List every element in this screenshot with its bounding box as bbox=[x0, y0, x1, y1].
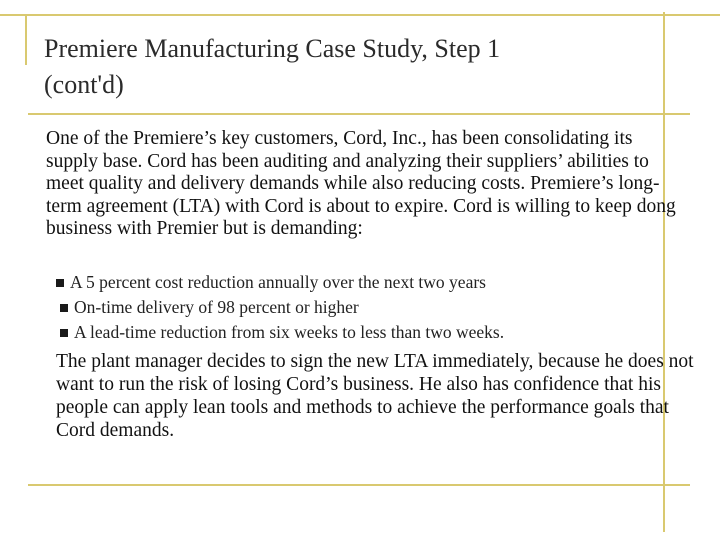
demands-list bbox=[60, 270, 680, 345]
left-accent-rule bbox=[25, 15, 27, 65]
list-item bbox=[60, 270, 680, 295]
title-line-1: Premiere Manufacturing Case Study, Step 1 bbox=[44, 34, 501, 63]
top-rule bbox=[0, 14, 720, 16]
list-item bbox=[60, 295, 680, 320]
list-item-text: A 5 percent cost reduction annually over the next two years bbox=[70, 272, 486, 292]
list-item bbox=[60, 320, 680, 345]
square-bullet-icon bbox=[60, 329, 68, 337]
intro-paragraph: One of the Premiere’s key customers, Cord, Inc., has been consolidating its supply base. Cord has been auditing and analyzing their suppliers’ abilities to meet quality and delivery demands while also reducing costs. Premiere’s long-term agreement (LTA) with Cord is about to expire. Cord is willing to keep dong business with Premier but is demanding: bbox=[46, 128, 676, 239]
slide-title bbox=[44, 31, 644, 103]
outro-paragraph: The plant manager decides to sign the new LTA immediately, because he does not want to run the risk of losing Cord’s business. He also has confidence that his people can apply lean tools and methods to achieve the performance goals that Cord demands. bbox=[56, 351, 694, 441]
square-bullet-icon bbox=[60, 304, 68, 312]
title-line-2: (cont'd) bbox=[44, 70, 124, 99]
square-bullet-icon bbox=[56, 279, 64, 287]
title-underline-rule bbox=[28, 113, 690, 115]
list-item-text: On-time delivery of 98 percent or higher bbox=[74, 297, 359, 317]
list-item-text: A lead-time reduction from six weeks to less than two weeks. bbox=[74, 322, 505, 342]
bottom-rule bbox=[28, 484, 690, 486]
